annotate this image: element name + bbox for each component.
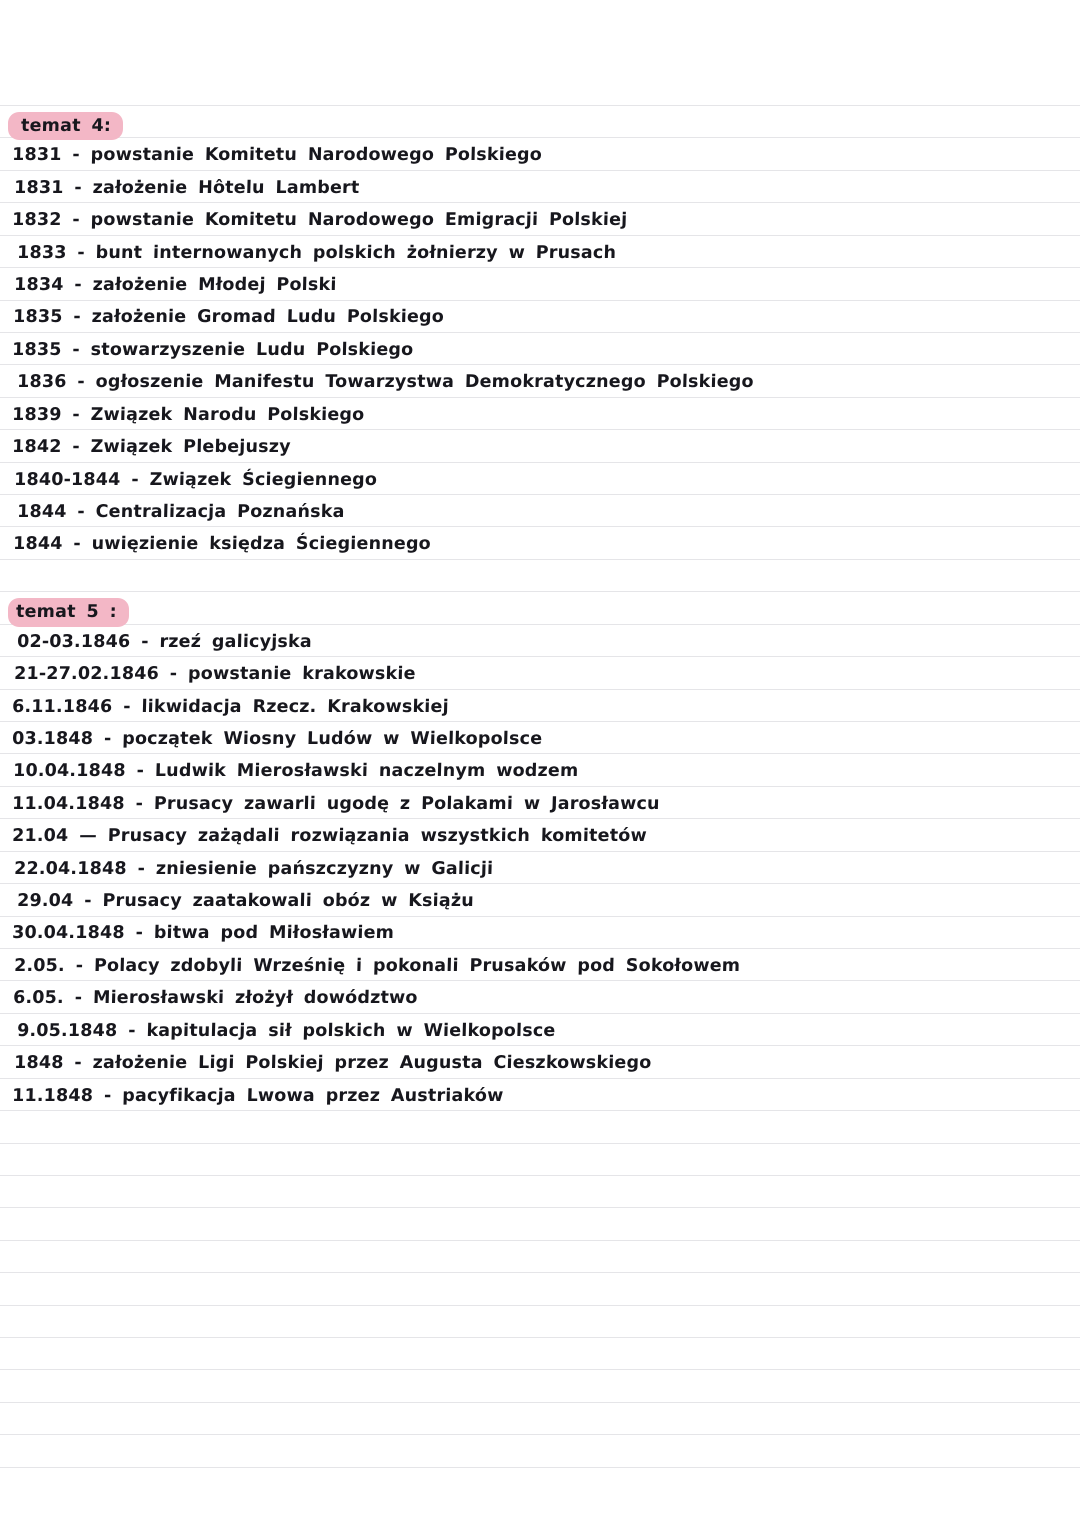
note-text: 1835 - założenie Gromad Ludu Polskiego [12, 307, 445, 328]
note-line [0, 1014, 1080, 1046]
note-line [0, 852, 1080, 884]
note-line [0, 138, 1080, 170]
empty-ruled-line [0, 1370, 1080, 1402]
note-line [0, 917, 1080, 949]
note-text: 1832 - powstanie Komitetu Narodowego Emigracji Polskiej [11, 210, 628, 231]
note-text: 1844 - Centralizacja Poznańska [16, 501, 345, 522]
note-text: 1839 - Związek Narodu Polskiego [11, 404, 365, 425]
note-text: 1842 - Związek Plebejuszy [11, 437, 292, 458]
empty-ruled-line [0, 1241, 1080, 1273]
note-line [0, 787, 1080, 819]
note-text: 1840-1844 - Związek Ściegiennego [13, 469, 378, 490]
empty-ruled-line [0, 1273, 1080, 1305]
note-line [0, 268, 1080, 300]
note-line [0, 495, 1080, 527]
empty-ruled-line [0, 1403, 1080, 1435]
empty-ruled-line [0, 1111, 1080, 1143]
note-line [0, 527, 1080, 559]
note-text: 1831 - powstanie Komitetu Narodowego Polskiego [11, 145, 543, 166]
note-line [0, 981, 1080, 1013]
note-text: 02-03.1846 - rzeź galicyjska [16, 631, 313, 652]
empty-ruled-line [0, 1208, 1080, 1240]
note-line [0, 884, 1080, 916]
section-title: temat 5 : [15, 602, 118, 623]
note-line [0, 203, 1080, 235]
note-text: 22.04.1848 - zniesienie pańszczyzny w Galicji [13, 858, 494, 879]
note-text: 1848 - założenie Ligi Polskiej przez Augusta Cieszkowskiego [13, 1053, 652, 1074]
empty-ruled-line [0, 1435, 1080, 1467]
note-line [0, 398, 1080, 430]
note-line [0, 657, 1080, 689]
note-line [0, 430, 1080, 462]
empty-ruled-line [0, 1338, 1080, 1370]
note-text: 1833 - bunt internowanych polskich żołnierzy w Prusach [16, 242, 617, 263]
note-line [0, 1079, 1080, 1111]
note-line [0, 365, 1080, 397]
empty-ruled-line [0, 1144, 1080, 1176]
note-line [0, 463, 1080, 495]
note-text: 21.04 — Prusacy zażądali rozwiązania wszystkich komitetów [11, 826, 648, 847]
note-text: 1831 - założenie Hôtelu Lambert [13, 177, 360, 198]
highlight-pill [8, 598, 129, 627]
note-line [0, 819, 1080, 851]
highlight-pill [8, 112, 123, 141]
note-text: 29.04 - Prusacy zaatakowali obóz w Książu [16, 891, 475, 912]
ruled-sheet [0, 105, 1080, 1468]
note-line [0, 625, 1080, 657]
section-heading-temat-5 [0, 592, 1080, 624]
note-text: 21-27.02.1846 - powstanie krakowskie [13, 664, 416, 685]
note-text: 30.04.1848 - bitwa pod Miłosławiem [11, 923, 395, 944]
note-line [0, 690, 1080, 722]
note-text: 1834 - założenie Młodej Polski [13, 275, 337, 296]
note-text: 11.1848 - pacyfikacja Lwowa przez Austriaków [11, 1085, 504, 1106]
section-title: temat 4: [20, 115, 112, 136]
note-text: 1836 - ogłoszenie Manifestu Towarzystwa Demokratycznego Polskiego [16, 372, 755, 393]
note-text: 1844 - uwięzienie księdza Ściegiennego [12, 534, 432, 555]
note-text: 9.05.1848 - kapitulacja sił polskich w Wielkopolsce [16, 1020, 556, 1041]
note-line [0, 722, 1080, 754]
note-text: 1835 - stowarzyszenie Ludu Polskiego [11, 339, 414, 360]
note-text: 03.1848 - początek Wiosny Ludów w Wielkopolsce [11, 728, 543, 749]
empty-ruled-line [0, 1176, 1080, 1208]
section-heading-temat-4 [0, 106, 1080, 138]
note-line [0, 333, 1080, 365]
note-text: 10.04.1848 - Ludwik Mierosławski naczelnym wodzem [12, 761, 579, 782]
note-line [0, 949, 1080, 981]
note-line [0, 754, 1080, 786]
empty-ruled-line [0, 1306, 1080, 1338]
note-text: 11.04.1848 - Prusacy zawarli ugodę z Polakami w Jarosławcu [11, 793, 660, 814]
note-text: 6.05. - Mierosławski złożył dowództwo [12, 988, 418, 1009]
note-line [0, 301, 1080, 333]
note-text: 2.05. - Polacy zdobyli Wrześnię i pokonali Prusaków pod Sokołowem [13, 955, 741, 976]
note-text: 6.11.1846 - likwidacja Rzecz. Krakowskiej [11, 696, 450, 717]
note-line [0, 171, 1080, 203]
note-line [0, 236, 1080, 268]
empty-ruled-line [0, 560, 1080, 592]
note-line [0, 1046, 1080, 1078]
